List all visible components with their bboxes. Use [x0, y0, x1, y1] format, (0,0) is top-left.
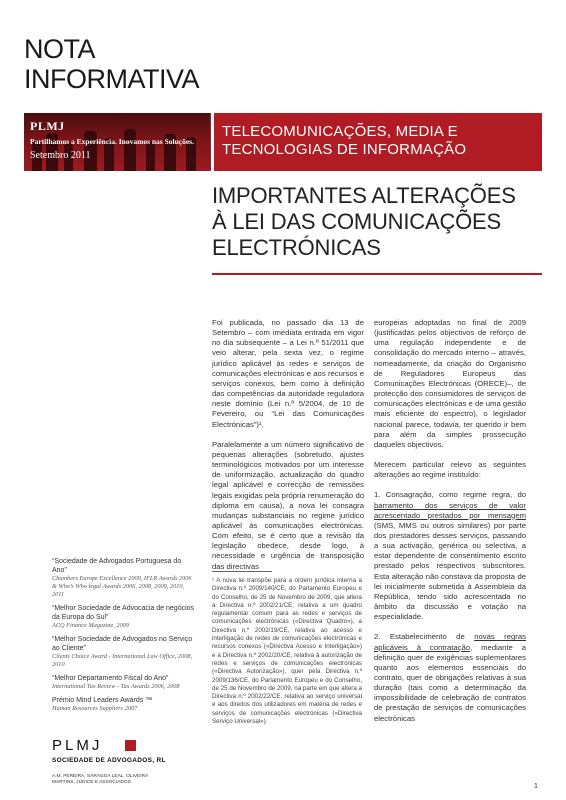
footnote: ¹ A nova lei transpõe para a ordem jurídica interna a Directiva n.º 2009/140/CE, do Parlamento Europeu e do Conselho, de 25 de Novembro de 2009, que altera a Directiva n.º 2002/21/CE, relativa a um quadro regulamentar comum para as redes e serviços de comunicações electrónicas («Directiva Quadro»), a Directiva n.º 2002/19/CE, relativa ao acesso e interligação de redes de comunicações electrónicas e recursos conexos («Directiva Acesso e Interligação») e a Directiva n.º 2002/20/CE, relativa à autorização de redes e serviços de comunicações electrónicas («Directiva Autorização»), quer pela Directiva n.º 2009/136/CE, do Parlamento Europeu e do Conselho, de 25 de Novembro de 2009, na parte em que altera a Directiva n.º 2002/22/CE, relativa ao serviço universal e aos direitos dos utilizadores em matéria de redes e serviços de comunicações electrónicas («Directiva Serviço Universal»).: [212, 577, 362, 726]
firm-logo: [52, 737, 166, 764]
award-item: [52, 557, 197, 599]
banner-date: Setembro 2011: [30, 150, 91, 161]
article-headline: [212, 183, 542, 261]
text-run: (SMS, MMS ou outros similares) por parte dos prestadores desses serviços, passando a sua activação, genérica ou selectiva, a estar dependente de consentimento escrito prestado pelos respectivos subscritores. Esta alteração não constava da proposta de lei inicialmente submetida à Assembleia da República, tendo sido acrescentada no âmbito da discussão e votação na especialidade.: [374, 520, 526, 622]
section-title-line-2: TECNOLOGIAS DE INFORMAÇÃO: [222, 141, 467, 158]
logo-wordmark: PLMJ: [52, 737, 103, 754]
award-item: [52, 635, 197, 669]
award-title: “Melhor Departamento Fiscal do Ano”: [52, 675, 169, 682]
logo-square-icon: [125, 740, 136, 751]
award-title: Prémio Mind Leaders Awards ™: [52, 697, 153, 704]
page-number: 1: [534, 783, 538, 790]
award-source: Chambers Europe Excellence 2009, IFLR Awards 2006 & Who’s Who legal Awards 2006, 2008, 2009, 2010, 2011: [52, 575, 192, 598]
award-title: “Melhor Sociedade de Advocacia de negócios da Europa do Sul”: [52, 605, 195, 621]
body-column-1: [212, 318, 364, 582]
section-title: [222, 123, 542, 159]
paragraph: Paralelamente a um número significativo de pequenas alterações (sobretudo, ajustes terminológicos motivados por um interesse de uniformização, actualização do quadro legal aplicável e correcção de remissões legais exigidas pela própria renumeração do diploma em causa), a nova lei consagra mudanças substanciais no regime jurídico aplicável às comunicações electrónicas. Com efeito, se é certo que a revisão da legislação obedece, desde logo, à necessidade e urgência de transposição das directivas: [212, 439, 364, 571]
section-title-line-1: TELECOMUNICAÇÕES, MEDIA E: [222, 123, 458, 140]
banner-tagline: Partilhamos a Experiência. Inovamos nas Soluções.: [30, 137, 194, 146]
title-line-2: INFORMATIVA: [24, 64, 199, 94]
award-item: [52, 604, 197, 630]
text-run: , mediante a definição quer de exigências suplementares quanto aos elementos essenciais do contrato, quer de obrigações relativas à sua duração (tais como a determinação da impossibilidade de celebração de contratos de prestação de serviços de comunicações electrónicas: [374, 642, 526, 723]
document-type-title: [24, 34, 224, 94]
headline-rule: [212, 273, 542, 275]
award-source: Human Resources Suppliers 2007: [52, 705, 138, 712]
text-run: 1. Consagração, como regime regra, do: [374, 490, 526, 500]
banner-divider: [211, 113, 214, 171]
award-source: Clients Choice Award - International Law Office, 2008, 2010: [52, 653, 193, 668]
banner-brand: PLMJ: [30, 119, 65, 133]
logo-subtitle: SOCIEDADE DE ADVOGADOS, RL: [52, 757, 166, 764]
underlined-phrase: barramento dos serviços de valor acrescentado prestados por mensagem: [374, 500, 526, 520]
logo-partners: A.M. PEREIRA, SÁRAGGA LEAL, OLIVEIRA MARTINS, JÚDICE E ASSOCIADOS: [52, 774, 148, 786]
paragraph: Merecem particular relevo as seguintes alterações ao regime instituído:: [374, 460, 526, 480]
headline-line-2: À LEI DAS COMUNICAÇÕES: [212, 209, 501, 234]
awards-list: [52, 557, 197, 718]
title-line-1: NOTA: [24, 34, 95, 64]
award-title: “Melhor Sociedade de Advogados no Serviço ao Cliente”: [52, 636, 193, 652]
underlined-phrase: novas regras aplicáveis à contratação: [374, 632, 526, 652]
award-source: ACQ Finance Magazine, 2009: [52, 622, 129, 629]
paragraph: [374, 632, 526, 723]
award-item: [52, 696, 197, 713]
award-title: “Sociedade de Advogados Portuguesa do Ano”: [52, 558, 182, 574]
award-source: International Tax Review - Tax Awards 2006, 2008: [52, 683, 180, 690]
text-run: 2. Estabelecimento de: [374, 632, 475, 642]
body-column-2: [374, 318, 526, 734]
header-banner: [24, 113, 542, 171]
headline-line-1: IMPORTANTES ALTERAÇÕES: [212, 183, 516, 208]
paragraph: [374, 490, 526, 622]
award-item: [52, 674, 197, 691]
paragraph: europeias adoptadas no final de 2009 (justificadas pelos objectivos de reforço de uma regulação independente e de consolidação do mercado interno – através, nomeadamente, da criação do Organismo de Reguladores Europeus das Comunicações Electrónicas (ORECE)–, de protecção dos consumidores de serviços de comunicações electrónicas e de uma gestão mais eficiente do espectro), o legislador nacional parece, todavia, ter querido ir bem para além da simples prossecução daqueles objectivos.: [374, 318, 526, 449]
footnote-divider: [212, 571, 272, 572]
headline-line-3: ELECTRÓNICAS: [212, 235, 381, 260]
paragraph: Foi publicada, no passado dia 13 de Setembro – com imediata entrada em vigor no dia subsequente – a Lei n.º 51/2011 que veio alterar, pela sexta vez, o regime jurídico aplicável às redes e serviços de comunicações electrónicas e aos recursos e serviços conexos, bem como à definição das competências da autoridade reguladora neste domínio (Lei n.º 5/2004, de 10 de Fevereiro, ou “Lei das Comunicações Electrónicas”)¹.: [212, 318, 364, 429]
